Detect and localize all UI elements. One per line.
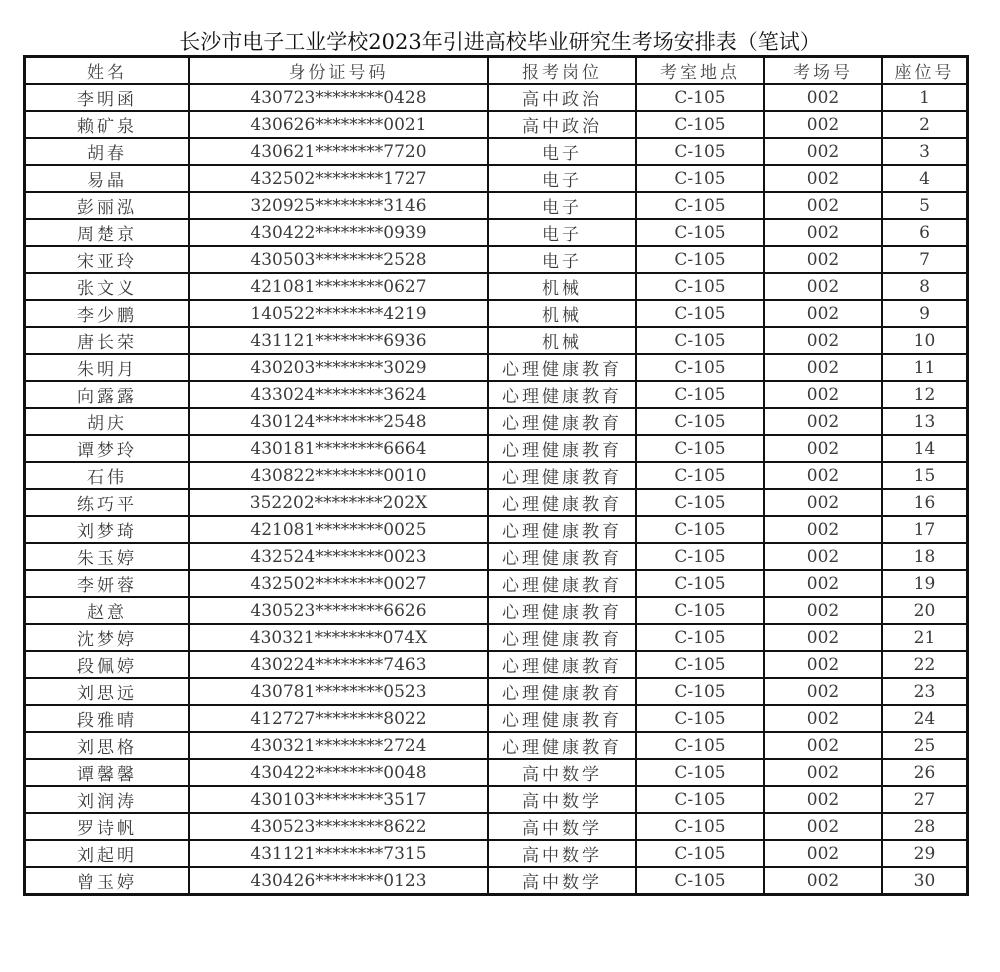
cell-position: 心理健康教育 [488, 462, 636, 489]
cell-exam-room-location: C-105 [636, 651, 764, 678]
cell-exam-site-number: 002 [764, 435, 882, 462]
cell-seat-number: 24 [882, 705, 968, 732]
cell-seat-number: 25 [882, 732, 968, 759]
cell-seat-number: 20 [882, 597, 968, 624]
cell-position: 心理健康教育 [488, 705, 636, 732]
cell-name: 张文义 [25, 273, 190, 300]
table-row [25, 840, 968, 867]
cell-name: 段雅晴 [25, 705, 190, 732]
cell-exam-room-location: C-105 [636, 813, 764, 840]
cell-id-number: 430621********7720 [189, 138, 488, 165]
cell-name: 周楚京 [25, 219, 190, 246]
cell-position: 机械 [488, 273, 636, 300]
cell-name: 彭丽泓 [25, 192, 190, 219]
header-position: 报考岗位 [488, 57, 636, 85]
table-row [25, 462, 968, 489]
cell-position: 机械 [488, 327, 636, 354]
cell-exam-room-location: C-105 [636, 435, 764, 462]
cell-exam-room-location: C-105 [636, 678, 764, 705]
cell-position: 心理健康教育 [488, 624, 636, 651]
cell-exam-site-number: 002 [764, 786, 882, 813]
cell-exam-room-location: C-105 [636, 219, 764, 246]
cell-position: 高中数学 [488, 813, 636, 840]
cell-name: 易晶 [25, 165, 190, 192]
cell-name: 刘梦琦 [25, 516, 190, 543]
cell-seat-number: 8 [882, 273, 968, 300]
cell-id-number: 430503********2528 [189, 246, 488, 273]
cell-exam-site-number: 002 [764, 192, 882, 219]
table-row [25, 678, 968, 705]
table-row [25, 732, 968, 759]
cell-seat-number: 18 [882, 543, 968, 570]
cell-position: 心理健康教育 [488, 732, 636, 759]
table-row [25, 165, 968, 192]
cell-position: 心理健康教育 [488, 516, 636, 543]
cell-position: 电子 [488, 165, 636, 192]
cell-exam-room-location: C-105 [636, 246, 764, 273]
table-row [25, 138, 968, 165]
cell-exam-site-number: 002 [764, 840, 882, 867]
cell-name: 胡春 [25, 138, 190, 165]
cell-exam-room-location: C-105 [636, 705, 764, 732]
cell-name: 唐长荣 [25, 327, 190, 354]
table-row [25, 597, 968, 624]
cell-position: 心理健康教育 [488, 597, 636, 624]
cell-position: 心理健康教育 [488, 381, 636, 408]
cell-position: 心理健康教育 [488, 408, 636, 435]
table-row [25, 219, 968, 246]
cell-exam-room-location: C-105 [636, 516, 764, 543]
cell-exam-site-number: 002 [764, 327, 882, 354]
cell-id-number: 421081********0627 [189, 273, 488, 300]
cell-exam-site-number: 002 [764, 705, 882, 732]
cell-position: 心理健康教育 [488, 543, 636, 570]
cell-position: 心理健康教育 [488, 570, 636, 597]
cell-seat-number: 13 [882, 408, 968, 435]
cell-exam-site-number: 002 [764, 678, 882, 705]
cell-exam-room-location: C-105 [636, 381, 764, 408]
cell-seat-number: 22 [882, 651, 968, 678]
cell-id-number: 352202********202X [189, 489, 488, 516]
cell-exam-room-location: C-105 [636, 570, 764, 597]
table-row [25, 408, 968, 435]
cell-exam-room-location: C-105 [636, 624, 764, 651]
cell-exam-room-location: C-105 [636, 354, 764, 381]
cell-id-number: 430781********0523 [189, 678, 488, 705]
cell-name: 赵意 [25, 597, 190, 624]
cell-exam-room-location: C-105 [636, 273, 764, 300]
cell-seat-number: 6 [882, 219, 968, 246]
cell-name: 胡庆 [25, 408, 190, 435]
cell-position: 电子 [488, 219, 636, 246]
cell-exam-site-number: 002 [764, 543, 882, 570]
cell-id-number: 430523********8622 [189, 813, 488, 840]
table-row [25, 84, 968, 111]
cell-id-number: 320925********3146 [189, 192, 488, 219]
cell-exam-site-number: 002 [764, 624, 882, 651]
table-header-row [25, 57, 968, 85]
cell-id-number: 430426********0123 [189, 867, 488, 895]
cell-name: 李明函 [25, 84, 190, 111]
cell-exam-site-number: 002 [764, 246, 882, 273]
cell-seat-number: 29 [882, 840, 968, 867]
cell-position: 高中数学 [488, 840, 636, 867]
cell-position: 电子 [488, 246, 636, 273]
table-row [25, 354, 968, 381]
cell-exam-room-location: C-105 [636, 192, 764, 219]
cell-exam-room-location: C-105 [636, 840, 764, 867]
cell-exam-site-number: 002 [764, 165, 882, 192]
document-title: 长沙市电子工业学校2023年引进高校毕业研究生考场安排表（笔试） [179, 30, 821, 54]
cell-id-number: 430422********0048 [189, 759, 488, 786]
table-row [25, 327, 968, 354]
cell-name: 刘思远 [25, 678, 190, 705]
cell-id-number: 430124********2548 [189, 408, 488, 435]
cell-id-number: 421081********0025 [189, 516, 488, 543]
cell-id-number: 430103********3517 [189, 786, 488, 813]
table-row [25, 570, 968, 597]
cell-exam-site-number: 002 [764, 651, 882, 678]
cell-exam-site-number: 002 [764, 354, 882, 381]
cell-position: 高中数学 [488, 759, 636, 786]
table-body [25, 84, 968, 895]
table-row [25, 786, 968, 813]
cell-position: 心理健康教育 [488, 435, 636, 462]
cell-name: 段佩婷 [25, 651, 190, 678]
cell-name: 李少鹏 [25, 300, 190, 327]
cell-exam-site-number: 002 [764, 84, 882, 111]
cell-id-number: 433024********3624 [189, 381, 488, 408]
cell-seat-number: 17 [882, 516, 968, 543]
cell-name: 朱玉婷 [25, 543, 190, 570]
cell-seat-number: 2 [882, 111, 968, 138]
cell-exam-site-number: 002 [764, 111, 882, 138]
header-id-number: 身份证号码 [189, 57, 488, 85]
table-row [25, 624, 968, 651]
cell-id-number: 430523********6626 [189, 597, 488, 624]
cell-position: 心理健康教育 [488, 354, 636, 381]
cell-seat-number: 21 [882, 624, 968, 651]
table-row [25, 300, 968, 327]
cell-name: 宋亚玲 [25, 246, 190, 273]
table-row [25, 273, 968, 300]
cell-id-number: 430321********2724 [189, 732, 488, 759]
table-row [25, 651, 968, 678]
cell-name: 赖矿泉 [25, 111, 190, 138]
cell-name: 谭馨馨 [25, 759, 190, 786]
cell-name: 罗诗帆 [25, 813, 190, 840]
cell-id-number: 431121********6936 [189, 327, 488, 354]
cell-position: 心理健康教育 [488, 678, 636, 705]
cell-id-number: 430422********0939 [189, 219, 488, 246]
cell-position: 机械 [488, 300, 636, 327]
cell-exam-site-number: 002 [764, 381, 882, 408]
cell-exam-site-number: 002 [764, 867, 882, 895]
cell-name: 刘思格 [25, 732, 190, 759]
cell-exam-room-location: C-105 [636, 111, 764, 138]
cell-name: 谭梦玲 [25, 435, 190, 462]
cell-exam-room-location: C-105 [636, 543, 764, 570]
cell-name: 刘起明 [25, 840, 190, 867]
cell-exam-site-number: 002 [764, 570, 882, 597]
cell-exam-site-number: 002 [764, 273, 882, 300]
cell-id-number: 432502********1727 [189, 165, 488, 192]
cell-id-number: 430626********0021 [189, 111, 488, 138]
cell-seat-number: 14 [882, 435, 968, 462]
cell-position: 心理健康教育 [488, 651, 636, 678]
cell-id-number: 432502********0027 [189, 570, 488, 597]
cell-exam-site-number: 002 [764, 597, 882, 624]
table-row [25, 489, 968, 516]
cell-id-number: 140522********4219 [189, 300, 488, 327]
cell-seat-number: 28 [882, 813, 968, 840]
table-row [25, 192, 968, 219]
cell-id-number: 430321********074X [189, 624, 488, 651]
cell-exam-room-location: C-105 [636, 786, 764, 813]
cell-exam-room-location: C-105 [636, 462, 764, 489]
cell-seat-number: 10 [882, 327, 968, 354]
cell-exam-room-location: C-105 [636, 300, 764, 327]
cell-seat-number: 19 [882, 570, 968, 597]
cell-exam-room-location: C-105 [636, 489, 764, 516]
cell-position: 心理健康教育 [488, 489, 636, 516]
cell-exam-room-location: C-105 [636, 327, 764, 354]
cell-exam-room-location: C-105 [636, 408, 764, 435]
cell-id-number: 430181********6664 [189, 435, 488, 462]
cell-name: 李妍蓉 [25, 570, 190, 597]
exam-seating-table [23, 55, 969, 896]
cell-exam-site-number: 002 [764, 489, 882, 516]
table-row [25, 435, 968, 462]
cell-id-number: 430224********7463 [189, 651, 488, 678]
cell-id-number: 430203********3029 [189, 354, 488, 381]
table-row [25, 543, 968, 570]
cell-seat-number: 30 [882, 867, 968, 895]
cell-name: 向露露 [25, 381, 190, 408]
cell-seat-number: 26 [882, 759, 968, 786]
cell-seat-number: 27 [882, 786, 968, 813]
table-row [25, 111, 968, 138]
cell-position: 电子 [488, 192, 636, 219]
cell-id-number: 430822********0010 [189, 462, 488, 489]
table-row [25, 813, 968, 840]
cell-id-number: 412727********8022 [189, 705, 488, 732]
cell-exam-site-number: 002 [764, 300, 882, 327]
table-row [25, 759, 968, 786]
cell-exam-site-number: 002 [764, 219, 882, 246]
header-exam-room-location: 考室地点 [636, 57, 764, 85]
cell-seat-number: 16 [882, 489, 968, 516]
header-exam-site-number: 考场号 [764, 57, 882, 85]
cell-exam-site-number: 002 [764, 813, 882, 840]
cell-exam-site-number: 002 [764, 138, 882, 165]
cell-position: 高中政治 [488, 84, 636, 111]
cell-seat-number: 5 [882, 192, 968, 219]
cell-id-number: 431121********7315 [189, 840, 488, 867]
table-row [25, 381, 968, 408]
cell-seat-number: 4 [882, 165, 968, 192]
cell-seat-number: 12 [882, 381, 968, 408]
cell-seat-number: 1 [882, 84, 968, 111]
cell-exam-room-location: C-105 [636, 138, 764, 165]
cell-exam-site-number: 002 [764, 408, 882, 435]
cell-seat-number: 7 [882, 246, 968, 273]
cell-exam-room-location: C-105 [636, 759, 764, 786]
cell-name: 石伟 [25, 462, 190, 489]
cell-name: 沈梦婷 [25, 624, 190, 651]
cell-position: 高中数学 [488, 867, 636, 895]
cell-exam-site-number: 002 [764, 759, 882, 786]
cell-name: 刘润涛 [25, 786, 190, 813]
header-name: 姓名 [25, 57, 190, 85]
table-row [25, 246, 968, 273]
table-row [25, 705, 968, 732]
cell-name: 朱明月 [25, 354, 190, 381]
cell-seat-number: 3 [882, 138, 968, 165]
cell-seat-number: 9 [882, 300, 968, 327]
table-row [25, 516, 968, 543]
cell-exam-site-number: 002 [764, 462, 882, 489]
cell-seat-number: 15 [882, 462, 968, 489]
cell-exam-site-number: 002 [764, 732, 882, 759]
cell-name: 练巧平 [25, 489, 190, 516]
cell-exam-room-location: C-105 [636, 867, 764, 895]
cell-seat-number: 23 [882, 678, 968, 705]
cell-exam-room-location: C-105 [636, 732, 764, 759]
cell-name: 曾玉婷 [25, 867, 190, 895]
table-row [25, 867, 968, 895]
cell-seat-number: 11 [882, 354, 968, 381]
cell-exam-site-number: 002 [764, 516, 882, 543]
cell-id-number: 432524********0023 [189, 543, 488, 570]
cell-id-number: 430723********0428 [189, 84, 488, 111]
cell-exam-room-location: C-105 [636, 84, 764, 111]
cell-position: 高中政治 [488, 111, 636, 138]
cell-exam-room-location: C-105 [636, 597, 764, 624]
header-seat-number: 座位号 [882, 57, 968, 85]
cell-position: 高中数学 [488, 786, 636, 813]
cell-exam-room-location: C-105 [636, 165, 764, 192]
cell-position: 电子 [488, 138, 636, 165]
